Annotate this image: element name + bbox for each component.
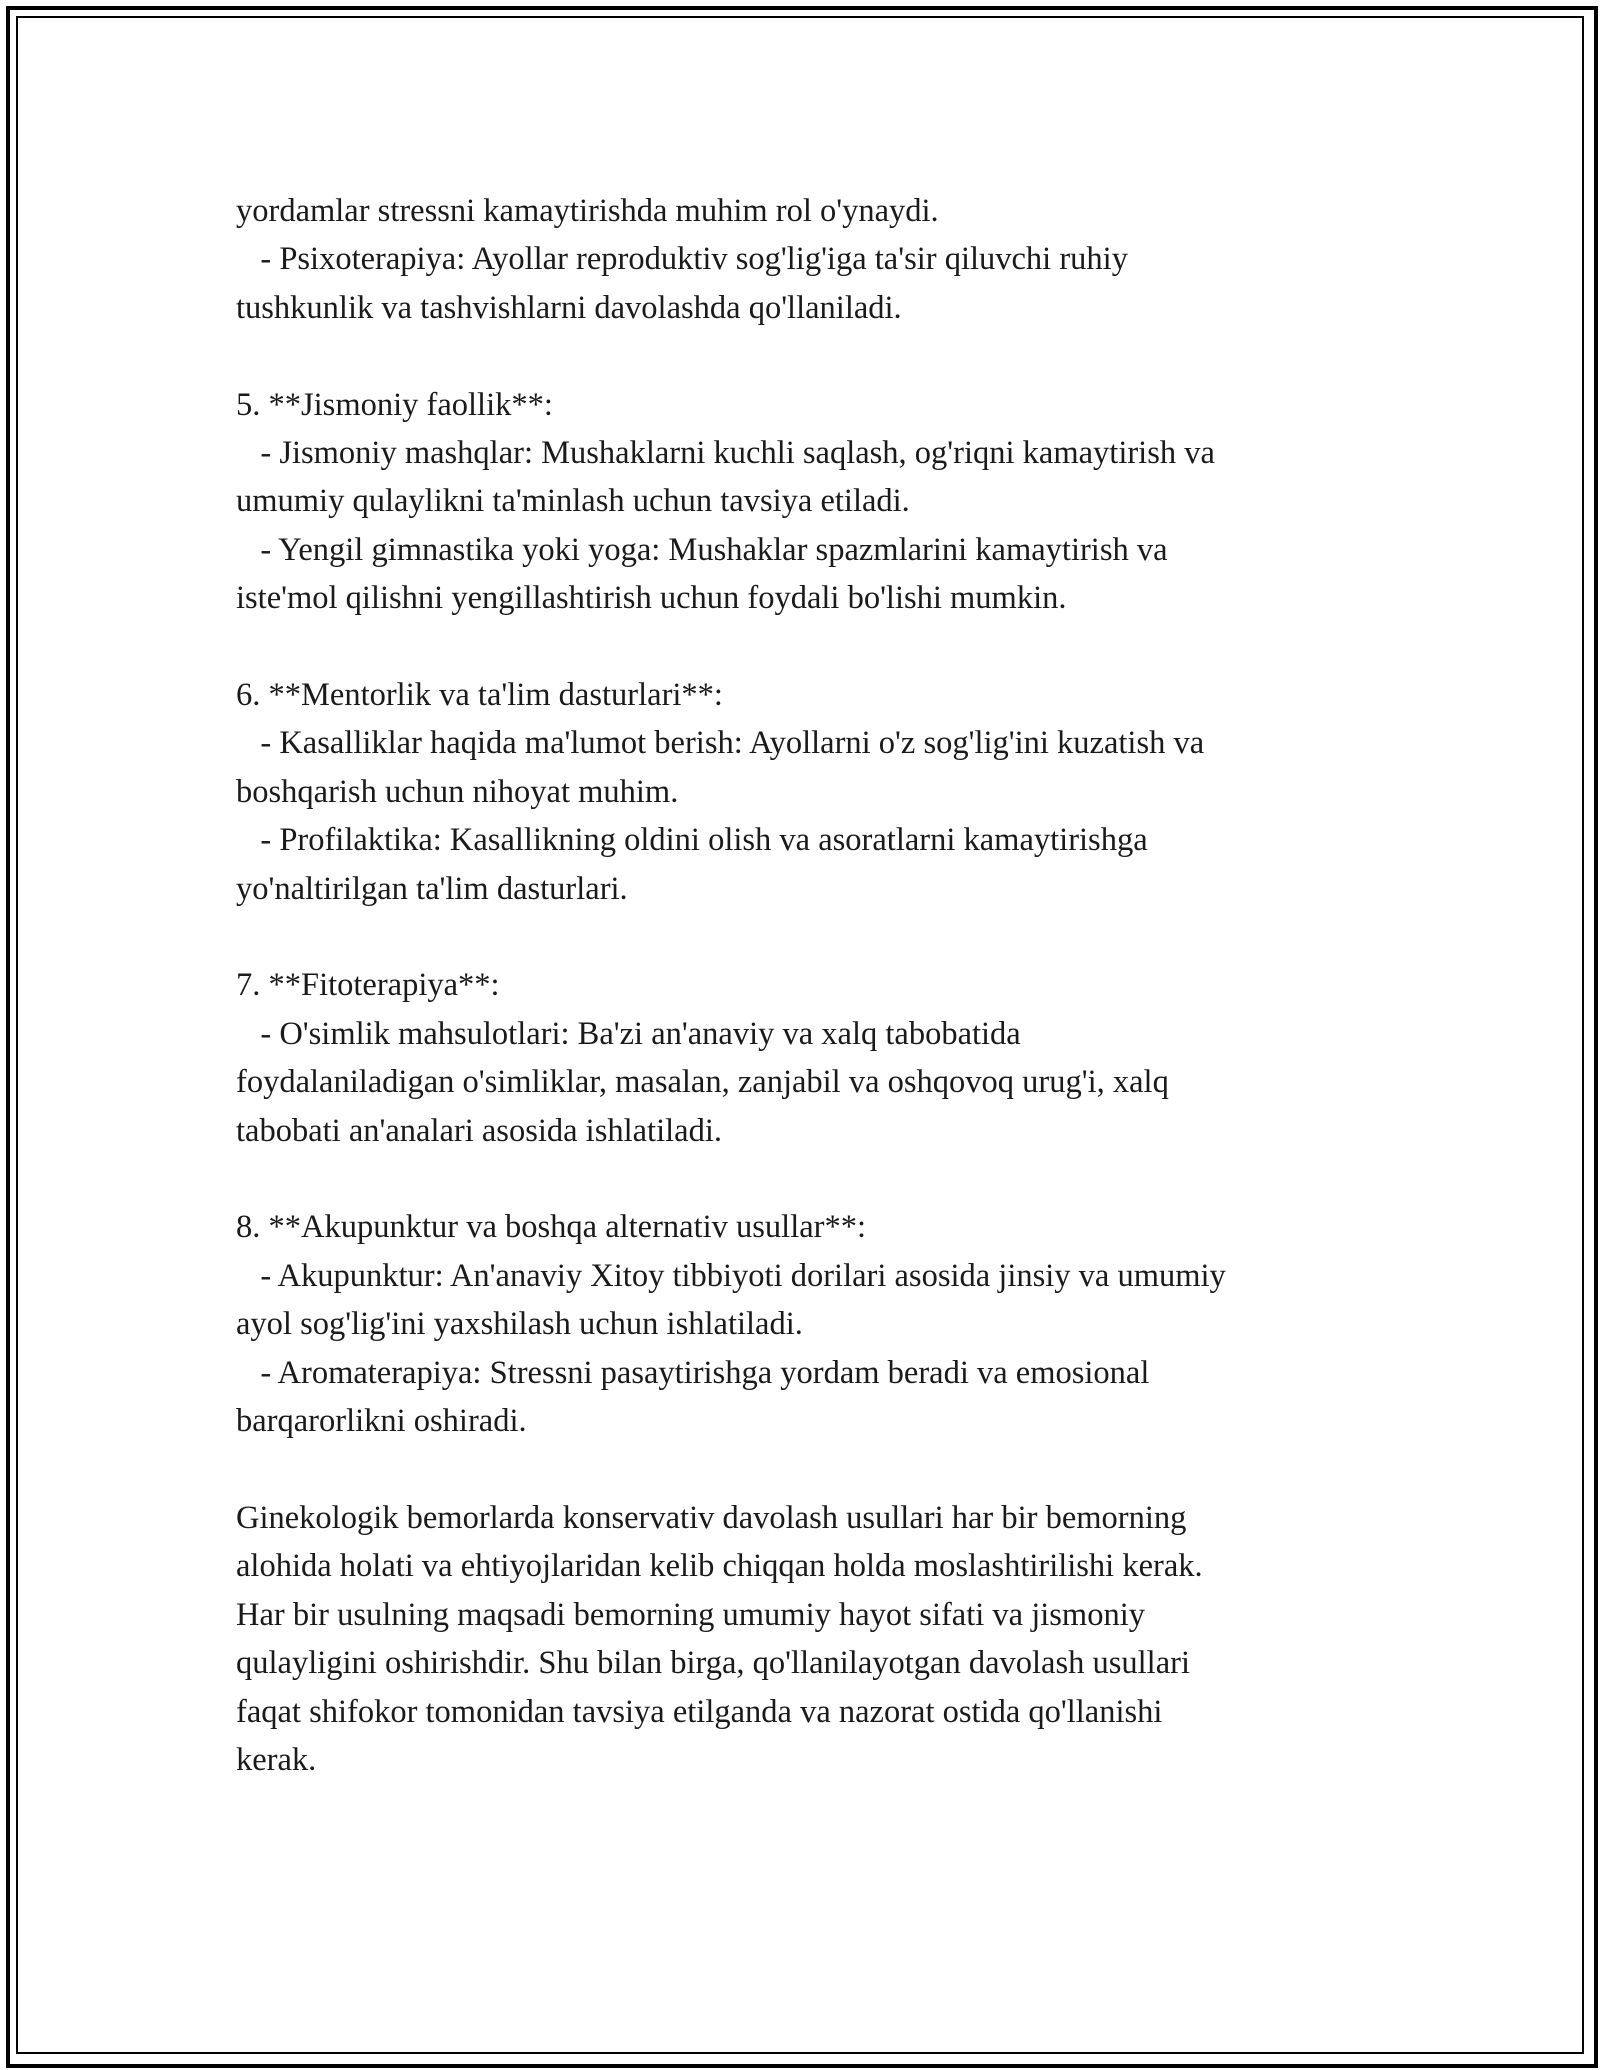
paragraph-psychological-support: yordamlar stressni kamaytirishda muhim rol o'ynaydi. - Psixoterapiya: Ayollar reproduktiv sog'lig'iga ta'sir qiluvchi ruhiy tushkunlik va tashvishlarni davolashda qo'llaniladi. <box>236 193 1128 326</box>
paragraph-physical-activity: 5. **Jismoniy faollik**: - Jismoniy mashqlar: Mushaklarni kuchli saqlash, og'riqni kamaytirish va umumiy qulaylikni ta'minlash uchun tavsiya etiladi. - Yengil gimnastika yoki yoga: Mushaklar spazmlarini kamaytirish va iste'mol qilishni yengillashtirish uchun foydali bo'lishi mumkin. <box>236 386 1215 617</box>
paragraph-spacer <box>236 913 1386 961</box>
paragraph-acupuncture-alternatives: 8. **Akupunktur va boshqa alternativ usullar**: - Akupunktur: An'anaviy Xitoy tibbiyoti dorilari asosida jinsiy va umumiy ayol sog'lig'ini yaxshilash uchun ishlatiladi. - Aromaterapiya: Stressni pasaytirishga yordam beradi va emosional barqarorlikni oshiradi. <box>236 1209 1226 1440</box>
document-body <box>236 187 1386 1784</box>
paragraph-spacer <box>236 332 1386 380</box>
paragraph-spacer <box>236 623 1386 671</box>
paragraph-mentorship-education: 6. **Mentorlik va ta'lim dasturlari**: - Kasalliklar haqida ma'lumot berish: Ayollarni o'z sog'lig'ini kuzatish va boshqarish uchun nihoyat muhim. - Profilaktika: Kasallikning oldini olish va asoratlarni kamaytirishga yo'naltirilgan ta'lim dasturlari. <box>236 677 1205 907</box>
paragraph-conclusion: Ginekologik bemorlarda konservativ davolash usullari har bir bemorning alohida holati va ehtiyojlaridan kelib chiqqan holda moslashtirilishi kerak. Har bir usulning maqsadi bemorning umumiy hayot sifati va jismoniy qulayligini oshirishdir. Shu bilan birga, qo'llanilayotgan davolash usullari faqat shifokor tomonidan tavsiya etilganda va nazorat ostida qo'llanishi kerak. <box>236 1499 1203 1778</box>
paragraph-phytotherapy: 7. **Fitoterapiya**: - O'simlik mahsulotlari: Ba'zi an'anaviy va xalq tabobatida foydalaniladigan o'simliklar, masalan, zanjabil va oshqovoq urug'i, xalq tabobati an'analari asosida ishlatiladi. <box>236 967 1169 1149</box>
paragraph-spacer <box>236 1446 1386 1494</box>
paragraph-spacer <box>236 1155 1386 1203</box>
